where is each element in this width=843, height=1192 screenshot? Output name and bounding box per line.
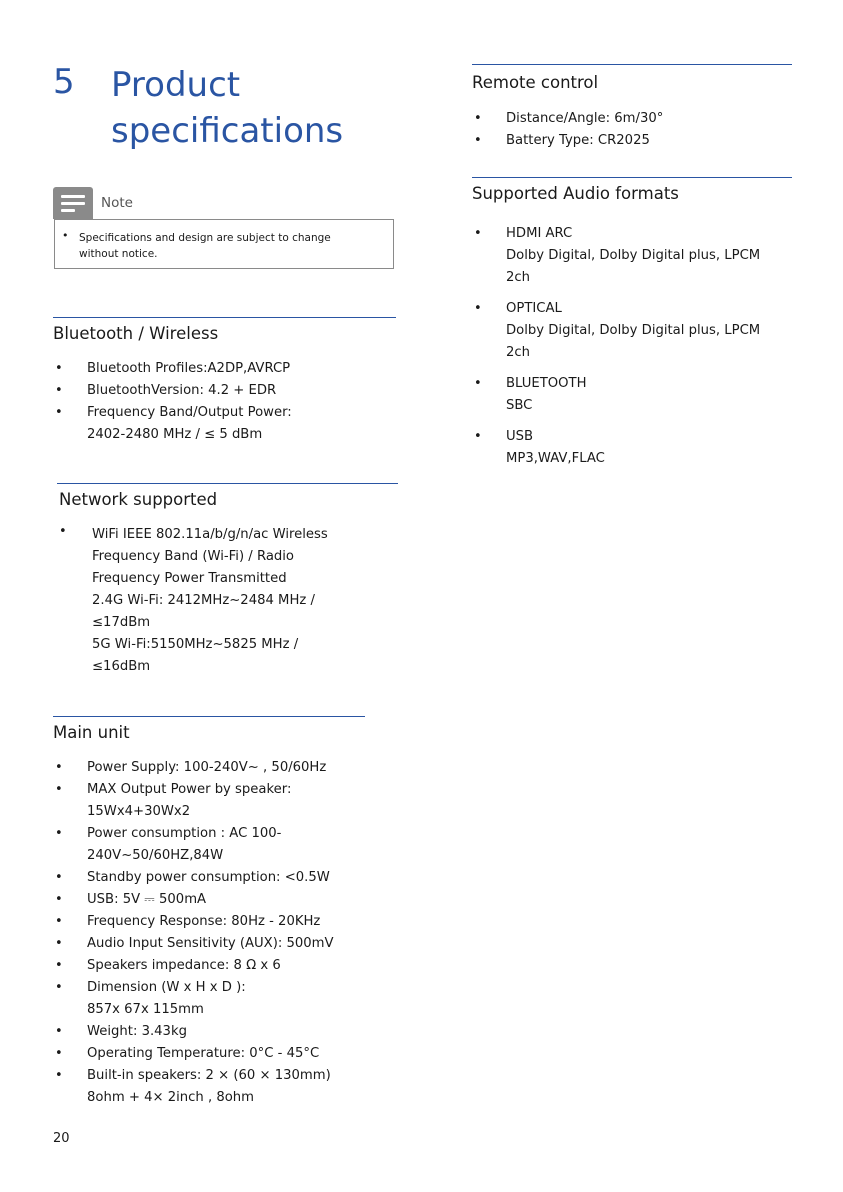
spec-line: MP3,WAV,FLAC: [506, 451, 605, 466]
spec-line: 2ch: [506, 345, 530, 360]
bullet: •: [55, 782, 63, 797]
network-line: ≤17dBm: [92, 615, 151, 630]
spec-line: SBC: [506, 398, 533, 413]
spec-line: Standby power consumption: <0.5W: [87, 870, 330, 885]
chapter-title-line2: specifications: [111, 111, 344, 151]
note-text: [79, 230, 379, 262]
bullet: •: [474, 301, 482, 316]
spec-line: HDMI ARC: [506, 226, 573, 241]
network-line: WiFi IEEE 802.11a/b/g/n/ac Wireless: [92, 527, 328, 542]
spec-line: 240V~50/60HZ,84W: [87, 848, 224, 863]
spec-line: Dolby Digital, Dolby Digital plus, LPCM: [506, 248, 761, 263]
bullet: •: [55, 1024, 63, 1039]
chapter-title: [111, 62, 411, 154]
bullet: •: [474, 376, 482, 391]
bullet: •: [55, 892, 63, 907]
spec-line: MAX Output Power by speaker:: [87, 782, 292, 797]
bullet: •: [55, 826, 63, 841]
page-number: 20: [53, 1131, 70, 1146]
bullet: •: [55, 405, 63, 420]
bullet: •: [55, 1068, 63, 1083]
bullet: •: [55, 980, 63, 995]
bullet: •: [55, 936, 63, 951]
spec-line: Dolby Digital, Dolby Digital plus, LPCM: [506, 323, 761, 338]
network-line: 5G Wi-Fi:5150MHz~5825 MHz /: [92, 637, 299, 652]
note-label: Note: [101, 195, 133, 211]
spec-item: [53, 1065, 433, 1109]
bluetooth-list: [53, 358, 413, 446]
spec-line: Speakers impedance: 8 Ω x 6: [87, 958, 281, 973]
spec-item: [472, 426, 812, 470]
main-unit-list: [53, 757, 433, 1109]
bullet: •: [55, 361, 63, 376]
note-text-line1: Specifications and design are subject to change: [79, 232, 331, 244]
spec-line: USB: 5V ⎓ 500mA: [87, 892, 207, 907]
network-line: 2.4G Wi-Fi: 2412MHz~2484 MHz /: [92, 593, 315, 608]
spec-item: [472, 373, 812, 417]
network-title: Network supported: [59, 490, 218, 509]
spec-item: [53, 889, 433, 911]
network-line: Frequency Power Transmitted: [92, 571, 287, 586]
audio-formats-rule: [472, 177, 792, 178]
bullet: •: [474, 226, 482, 241]
spec-line: Distance/Angle: 6m/30°: [506, 111, 664, 126]
spec-line: Bluetooth Profiles:A2DP,AVRCP: [87, 361, 291, 376]
chapter-title-line1: Product: [111, 65, 241, 105]
spec-item: [472, 223, 812, 289]
bullet: •: [474, 133, 482, 148]
spec-line: Operating Temperature: 0°C - 45°C: [87, 1046, 320, 1061]
chapter-number: 5: [53, 62, 76, 102]
bullet: •: [55, 914, 63, 929]
spec-line: Power consumption : AC 100-: [87, 826, 282, 841]
spec-item: [53, 402, 413, 446]
spec-line: Frequency Band/Output Power:: [87, 405, 292, 420]
spec-item: [53, 380, 413, 402]
spec-line: 8ohm + 4× 2inch , 8ohm: [87, 1090, 254, 1105]
bluetooth-rule: [53, 317, 396, 318]
spec-item: [53, 867, 433, 889]
spec-item: [472, 108, 802, 130]
network-bullet: •: [59, 524, 67, 539]
spec-line: 15Wx4+30Wx2: [87, 804, 191, 819]
spec-item: [53, 757, 433, 779]
audio-formats-list: [472, 223, 812, 470]
network-line: Frequency Band (Wi-Fi) / Radio: [92, 549, 295, 564]
bluetooth-title: Bluetooth / Wireless: [53, 324, 219, 343]
spec-item: [53, 1021, 433, 1043]
network-line: ≤16dBm: [92, 659, 151, 674]
network-rule: [57, 483, 398, 484]
bullet: •: [474, 429, 482, 444]
spec-item: [53, 955, 433, 977]
main-unit-rule: [53, 716, 365, 717]
spec-line: Dimension (W x H x D ):: [87, 980, 246, 995]
spec-item: [53, 911, 433, 933]
audio-formats-title: Supported Audio formats: [472, 184, 679, 203]
spec-line: Weight: 3.43kg: [87, 1024, 187, 1039]
note-bullet: •: [62, 229, 69, 242]
note-text-line2: without notice.: [79, 248, 158, 260]
spec-line: BLUETOOTH: [506, 376, 587, 391]
spec-line: OPTICAL: [506, 301, 562, 316]
note-icon: [53, 187, 93, 219]
spec-line: Built-in speakers: 2 × (60 × 130mm): [87, 1068, 331, 1083]
bullet: •: [55, 870, 63, 885]
spec-item: [53, 1043, 433, 1065]
bullet: •: [474, 111, 482, 126]
spec-line: 857x 67x 115mm: [87, 1002, 204, 1017]
spec-line: 2ch: [506, 270, 530, 285]
spec-line: BluetoothVersion: 4.2 + EDR: [87, 383, 277, 398]
bullet: •: [55, 383, 63, 398]
network-lines: [92, 524, 412, 678]
spec-item: [53, 933, 433, 955]
spec-item: [472, 298, 812, 364]
remote-list: [472, 108, 802, 152]
spec-line: Power Supply: 100-240V~ , 50/60Hz: [87, 760, 327, 775]
spec-line: Audio Input Sensitivity (AUX): 500mV: [87, 936, 334, 951]
remote-title: Remote control: [472, 73, 599, 92]
remote-rule: [472, 64, 792, 65]
spec-line: 2402-2480 MHz / ≤ 5 dBm: [87, 427, 263, 442]
spec-line: Battery Type: CR2025: [506, 133, 650, 148]
bullet: •: [55, 1046, 63, 1061]
spec-item: [53, 977, 433, 1021]
bullet: •: [55, 760, 63, 775]
spec-line: Frequency Response: 80Hz - 20KHz: [87, 914, 321, 929]
spec-line: USB: [506, 429, 534, 444]
spec-item: [53, 779, 433, 823]
bullet: •: [55, 958, 63, 973]
spec-item: [53, 358, 413, 380]
main-unit-title: Main unit: [53, 723, 130, 742]
spec-item: [472, 130, 802, 152]
spec-item: [53, 823, 433, 867]
